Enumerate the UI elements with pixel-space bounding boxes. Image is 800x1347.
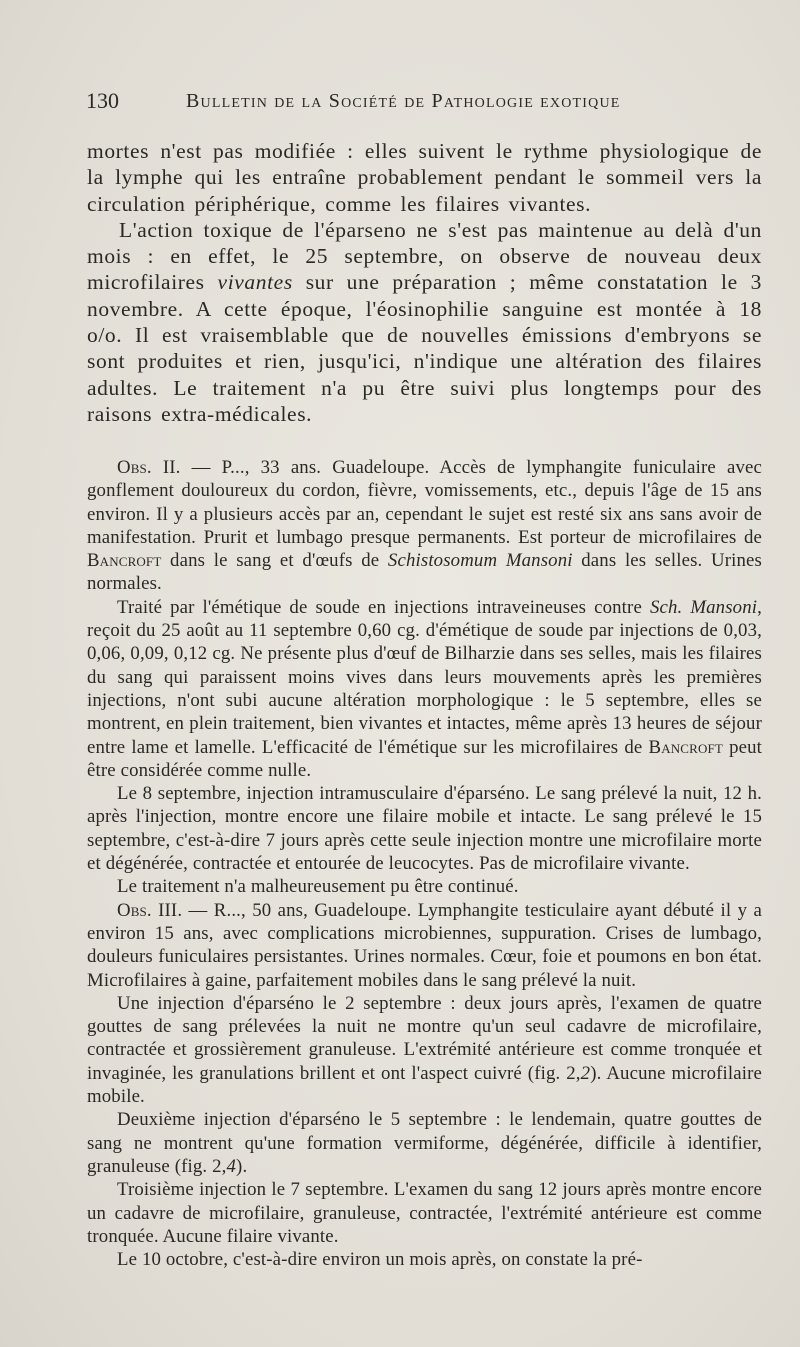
species-name: Sch. Mansoni — [649, 596, 758, 618]
paragraph: Le traitement n'a malheureusement pu être continué. — [117, 876, 519, 898]
main-text — [87, 138, 762, 427]
figure-ref: 2 — [580, 1062, 591, 1084]
paragraph — [87, 596, 762, 782]
text-run: dans le sang et d'œufs de — [161, 550, 388, 572]
text-run: , reçoit du 25 août au 11 septembre 0,60 cg. d'émétique de soude par injections de 0,03, 0,06, 0,09, 0,12 cg. Ne présente plus d'œuf de Bilharzie dans ses selles, mais les filaires du sang qui paraissent moins vives dans leurs mouvements après les premières injections, n'ont subi aucune altération morphologique : le 5 septembre, elles se montrent, en plein traitement, bien vivantes et intactes, même après 13 heures de séjour entre lame et lamelle. L'efficacité de l'émétique sur les microfilaires de — [87, 596, 762, 758]
paragraph: mortes n'est pas modifiée : elles suivent le rythme physiologique de la lymphe qui les entraîne probablement pendant le sommeil vers la circulation périphérique, comme les filaires vivantes. — [87, 139, 762, 216]
paragraph — [87, 1108, 762, 1178]
text-run: ). — [236, 1155, 248, 1177]
paragraph — [87, 992, 762, 1108]
text-run: sur une préparation ; même constatation le 3 novembre. A cette époque, l'éosinophilie sanguine est montée à 18 o/o. Il est vraisemblable que de nouvelles émissions d'embryons se sont produites et rien, jusqu'ici, n'indique une altération des filaires adultes. Le traitement n'a pu être suivi plus longtemps pour des raisons extra-médicales. — [87, 270, 763, 426]
page-number: 130 — [86, 88, 119, 113]
paragraph: Troisième injection le 7 septembre. L'examen du sang 12 jours après montre encore un cadavre de microfilaire, granuleuse, contractée, l'extrémité antérieure est comme tronquée. Aucune filaire vivante. — [87, 1179, 762, 1247]
text-run: Une injection d'éparséno le 2 septembre : deux jours après, l'examen de quatre gouttes de sang prélevées la nuit ne montre qu'un seul cadavre de microfilaire, contractée et grossièrement granuleuse. L'extrémité antérieure est comme tronquée et invaginée, les granulations brillent et ont l'aspect cuivré (fig. 2, — [87, 992, 762, 1084]
paragraph — [87, 217, 762, 427]
small-caps-name: Bancroft — [648, 736, 723, 758]
small-caps-name: Bancroft — [87, 550, 162, 572]
text-run: — P..., 33 ans. Guadeloupe. Accès de lymphangite funiculaire avec gonflement douloureux du cordon, fièvre, vomissements, etc., depuis l'âge de 15 ans environ. Il y a plusieurs accès par an, cependant le sujet est resté six ans sans avoir de manifestation. Prurit et lumbago presque permanents. Est porteur de microfilaires de — [87, 457, 762, 548]
paragraph: Le 10 octobre, c'est-à-dire environ un mois après, on constate la pré- — [117, 1249, 643, 1271]
observation-2-paragraph — [87, 456, 762, 596]
observations — [87, 456, 762, 1271]
text-run: Deuxième injection d'éparséno le 5 septembre : le lendemain, quatre gouttes de sang ne montrent qu'une formation vermiforme, dégénérée, difficile à identifier, granuleuse (fig. 2, — [87, 1109, 762, 1177]
text-run: Traité par l'émétique de soude en injections intraveineuses contre — [117, 596, 650, 618]
text-run: peut être considérée comme nulle. — [87, 736, 763, 781]
observation-label: Obs. III. — [117, 899, 183, 921]
observation-label: Obs. II. — [117, 457, 181, 478]
figure-ref: 4 — [226, 1155, 237, 1177]
text-run: — R..., 50 ans, Guadeloupe. Lymphangite testiculaire ayant débuté il y a environ 15 ans, avec complications microbiennes, suppuration. Crises de lumbago, douleurs funiculaires persistantes. Urines normales. Cœur, foie et poumons en bon état. Microfilaires à gaine, parfaitement mobiles dans le sang prélevé la nuit. — [87, 899, 762, 991]
paragraph: Le 8 septembre, injection intramusculaire d'éparséno. Le sang prélevé la nuit, 12 h. après l'injection, montre encore une filaire mobile et intacte. Le sang prélevé le 15 septembre, c'est-à-dire 7 jours après cette seule injection montre une microfilaire morte et dégénérée, contractée et entourée de leucocytes. Pas de microfilaire vivante. — [87, 783, 762, 875]
text-run: ). Aucune microfilaire mobile. — [87, 1062, 762, 1108]
species-name: Schistosomum Mansoni — [387, 550, 573, 572]
text-run: L'action toxique de l'éparseno ne s'est pas maintenue au delà d'un mois : en effet, le 25 septembre, on observe de nouveau deux microfilaires — [87, 217, 762, 295]
emphasis: vivantes — [217, 270, 293, 295]
running-title: Bulletin de la Société de Pathologie exotique — [186, 90, 621, 112]
text-run: dans les selles. Urines normales. — [87, 550, 762, 595]
page-header — [86, 88, 742, 122]
observation-3-paragraph — [87, 899, 762, 992]
